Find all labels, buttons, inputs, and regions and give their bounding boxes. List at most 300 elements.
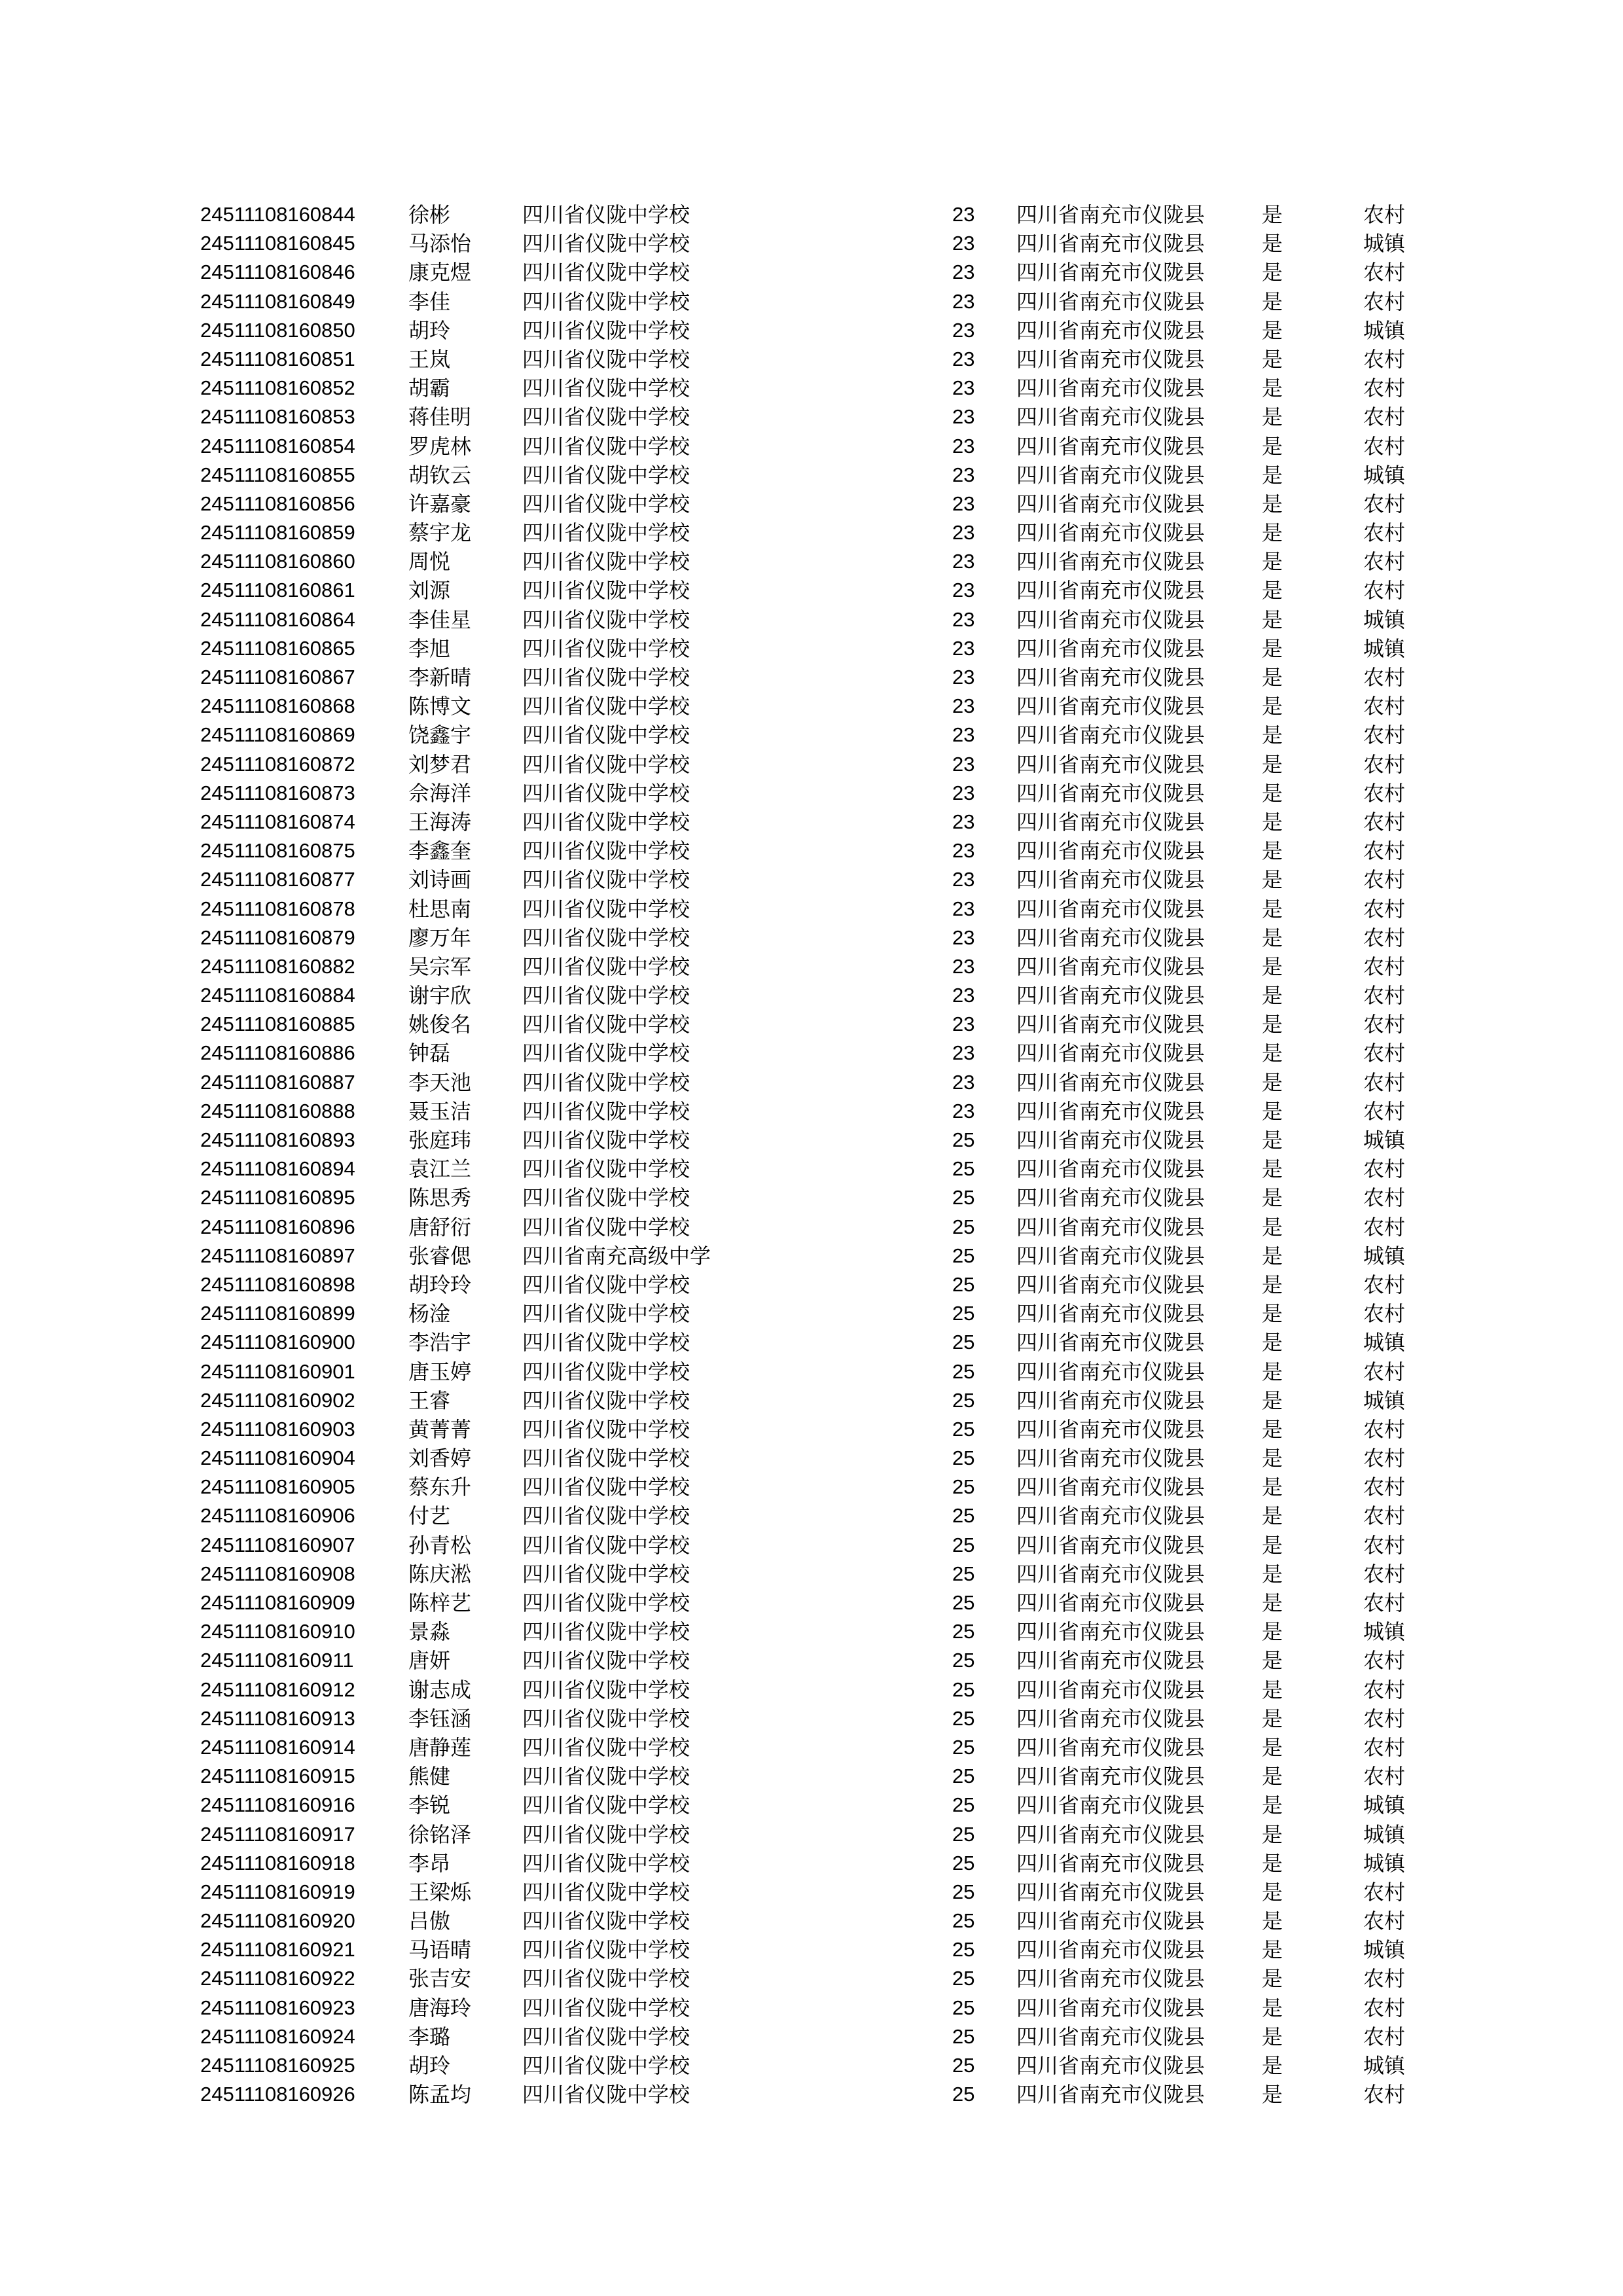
- flag-cell: 是: [1262, 462, 1283, 488]
- flag-cell: 是: [1262, 1850, 1283, 1876]
- exam-number-cell: 24511108160893: [200, 1128, 355, 1151]
- school-cell: 四川省仪陇中学校: [522, 433, 690, 459]
- table-row: [0, 1473, 1623, 1501]
- flag-cell: 是: [1262, 665, 1283, 690]
- location-cell: 四川省南充市仪陇县: [1016, 404, 1205, 430]
- location-cell: 四川省南充市仪陇县: [1016, 1301, 1205, 1327]
- school-cell: 四川省仪陇中学校: [522, 896, 690, 922]
- flag-cell: 是: [1262, 1069, 1283, 1095]
- flag-cell: 是: [1262, 1012, 1283, 1037]
- location-cell: 四川省南充市仪陇县: [1016, 607, 1205, 632]
- table-row: [0, 1907, 1623, 1935]
- code-cell: 25: [952, 1244, 975, 1267]
- school-cell: 四川省仪陇中学校: [522, 636, 690, 661]
- area-type-cell: 农村: [1363, 1185, 1406, 1211]
- student-name-cell: 胡玲玲: [408, 1272, 472, 1297]
- table-row: [0, 1531, 1623, 1560]
- code-cell: 25: [952, 1186, 975, 1210]
- flag-cell: 是: [1262, 2082, 1283, 2108]
- area-type-cell: 农村: [1363, 2024, 1406, 2049]
- area-type-cell: 农村: [1363, 202, 1406, 227]
- area-type-cell: 农村: [1363, 1995, 1406, 2020]
- table-row: [0, 1617, 1623, 1646]
- exam-number-cell: 24511108160924: [200, 2024, 355, 2048]
- code-cell: 23: [952, 636, 975, 660]
- area-type-cell: 农村: [1363, 1561, 1406, 1587]
- exam-number-cell: 24511108160922: [200, 1967, 355, 1990]
- student-name-cell: 景淼: [408, 1619, 451, 1645]
- table-row: [0, 1183, 1623, 1212]
- school-cell: 四川省仪陇中学校: [522, 1475, 690, 1500]
- code-cell: 23: [952, 1041, 975, 1065]
- student-name-cell: 李新晴: [408, 665, 472, 690]
- student-name-cell: 姚俊名: [408, 1012, 472, 1037]
- table-row: [0, 432, 1623, 461]
- code-cell: 23: [952, 694, 975, 718]
- location-cell: 四川省南充市仪陇县: [1016, 1330, 1205, 1355]
- school-cell: 四川省仪陇中学校: [522, 1909, 690, 1934]
- area-type-cell: 农村: [1363, 260, 1406, 285]
- student-name-cell: 胡玲: [408, 317, 451, 343]
- table-row: [0, 779, 1623, 808]
- exam-number-cell: 24511108160874: [200, 810, 355, 833]
- exam-number-cell: 24511108160905: [200, 1475, 355, 1499]
- exam-number-cell: 24511108160869: [200, 723, 355, 747]
- table-row: [0, 316, 1623, 345]
- flag-cell: 是: [1262, 2024, 1283, 2049]
- table-row: [0, 287, 1623, 316]
- exam-number-cell: 24511108160854: [200, 434, 355, 457]
- exam-number-cell: 24511108160865: [200, 636, 355, 660]
- flag-cell: 是: [1262, 520, 1283, 546]
- school-cell: 四川省仪陇中学校: [522, 1388, 690, 1413]
- area-type-cell: 农村: [1363, 1301, 1406, 1327]
- area-type-cell: 农村: [1363, 1157, 1406, 1182]
- code-cell: 23: [952, 260, 975, 284]
- exam-number-cell: 24511108160897: [200, 1244, 355, 1267]
- student-name-cell: 刘源: [408, 578, 451, 603]
- code-cell: 25: [952, 1504, 975, 1528]
- exam-number-cell: 24511108160886: [200, 1041, 355, 1065]
- table-row: [0, 1994, 1623, 2022]
- code-cell: 25: [952, 1851, 975, 1874]
- student-name-cell: 罗虎林: [408, 433, 472, 459]
- location-cell: 四川省南充市仪陇县: [1016, 780, 1205, 806]
- code-cell: 23: [952, 318, 975, 342]
- location-cell: 四川省南充市仪陇县: [1016, 202, 1205, 227]
- school-cell: 四川省仪陇中学校: [522, 462, 690, 488]
- code-cell: 23: [952, 550, 975, 573]
- school-cell: 四川省仪陇中学校: [522, 607, 690, 632]
- flag-cell: 是: [1262, 809, 1283, 834]
- code-cell: 23: [952, 1099, 975, 1122]
- student-name-cell: 刘诗画: [408, 867, 472, 893]
- school-cell: 四川省仪陇中学校: [522, 954, 690, 979]
- flag-cell: 是: [1262, 867, 1283, 893]
- school-cell: 四川省仪陇中学校: [522, 376, 690, 401]
- table-row: [0, 1242, 1623, 1270]
- code-cell: 25: [952, 1446, 975, 1470]
- student-name-cell: 胡钦云: [408, 462, 472, 488]
- area-type-cell: 城镇: [1363, 1937, 1406, 1963]
- area-type-cell: 农村: [1363, 751, 1406, 777]
- area-type-cell: 农村: [1363, 780, 1406, 806]
- flag-cell: 是: [1262, 1416, 1283, 1442]
- exam-number-cell: 24511108160926: [200, 2083, 355, 2106]
- table-row: [0, 836, 1623, 865]
- school-cell: 四川省仪陇中学校: [522, 231, 690, 257]
- flag-cell: 是: [1262, 2053, 1283, 2078]
- student-name-cell: 张吉安: [408, 1966, 472, 1992]
- location-cell: 四川省南充市仪陇县: [1016, 925, 1205, 950]
- exam-number-cell: 24511108160925: [200, 2054, 355, 2077]
- table-row: [0, 1704, 1623, 1733]
- school-cell: 四川省仪陇中学校: [522, 665, 690, 690]
- table-row: [0, 895, 1623, 924]
- table-row: [0, 1068, 1623, 1097]
- exam-number-cell: 24511108160895: [200, 1186, 355, 1210]
- exam-number-cell: 24511108160917: [200, 1822, 355, 1846]
- location-cell: 四川省南充市仪陇县: [1016, 1359, 1205, 1384]
- student-name-cell: 钟磊: [408, 1041, 451, 1066]
- school-cell: 四川省仪陇中学校: [522, 809, 690, 834]
- area-type-cell: 城镇: [1363, 2053, 1406, 2078]
- student-name-cell: 徐铭泽: [408, 1821, 472, 1847]
- table-row: [0, 547, 1623, 576]
- student-name-cell: 杜思南: [408, 896, 472, 922]
- area-type-cell: 农村: [1363, 491, 1406, 516]
- location-cell: 四川省南充市仪陇县: [1016, 1706, 1205, 1731]
- area-type-cell: 城镇: [1363, 1619, 1406, 1645]
- exam-number-cell: 24511108160887: [200, 1070, 355, 1094]
- flag-cell: 是: [1262, 751, 1283, 777]
- school-cell: 四川省仪陇中学校: [522, 1966, 690, 1992]
- area-type-cell: 农村: [1363, 1446, 1406, 1471]
- school-cell: 四川省仪陇中学校: [522, 346, 690, 372]
- code-cell: 23: [952, 289, 975, 313]
- location-cell: 四川省南充市仪陇县: [1016, 1909, 1205, 1934]
- exam-number-cell: 24511108160855: [200, 463, 355, 486]
- flag-cell: 是: [1262, 1272, 1283, 1297]
- table-row: [0, 490, 1623, 518]
- student-name-cell: 马语晴: [408, 1937, 472, 1963]
- location-cell: 四川省南充市仪陇县: [1016, 1069, 1205, 1095]
- student-name-cell: 康克煜: [408, 260, 472, 285]
- student-name-cell: 李锐: [408, 1793, 451, 1818]
- school-cell: 四川省仪陇中学校: [522, 317, 690, 343]
- location-cell: 四川省南充市仪陇县: [1016, 346, 1205, 372]
- exam-number-cell: 24511108160916: [200, 1793, 355, 1817]
- exam-number-cell: 24511108160846: [200, 260, 355, 284]
- area-type-cell: 城镇: [1363, 462, 1406, 488]
- flag-cell: 是: [1262, 1706, 1283, 1731]
- school-cell: 四川省仪陇中学校: [522, 838, 690, 864]
- flag-cell: 是: [1262, 1098, 1283, 1124]
- school-cell: 四川省仪陇中学校: [522, 578, 690, 603]
- code-cell: 25: [952, 1128, 975, 1151]
- code-cell: 23: [952, 954, 975, 978]
- area-type-cell: 城镇: [1363, 1243, 1406, 1268]
- school-cell: 四川省仪陇中学校: [522, 1069, 690, 1095]
- student-name-cell: 陈庆淞: [408, 1561, 472, 1587]
- flag-cell: 是: [1262, 1677, 1283, 1702]
- table-row: [0, 1097, 1623, 1126]
- location-cell: 四川省南充市仪陇县: [1016, 1041, 1205, 1066]
- code-cell: 23: [952, 607, 975, 631]
- code-cell: 25: [952, 1388, 975, 1412]
- exam-number-cell: 24511108160901: [200, 1359, 355, 1383]
- location-cell: 四川省南充市仪陇县: [1016, 549, 1205, 575]
- flag-cell: 是: [1262, 838, 1283, 864]
- exam-number-cell: 24511108160861: [200, 579, 355, 602]
- code-cell: 23: [952, 492, 975, 515]
- flag-cell: 是: [1262, 1966, 1283, 1992]
- school-cell: 四川省仪陇中学校: [522, 1185, 690, 1211]
- exam-number-cell: 24511108160908: [200, 1562, 355, 1585]
- flag-cell: 是: [1262, 1793, 1283, 1818]
- table-row: [0, 1213, 1623, 1242]
- table-row: [0, 1820, 1623, 1849]
- school-cell: 四川省仪陇中学校: [522, 1677, 690, 1702]
- location-cell: 四川省南充市仪陇县: [1016, 1850, 1205, 1876]
- school-cell: 四川省仪陇中学校: [522, 1995, 690, 2020]
- student-name-cell: 李天池: [408, 1069, 472, 1095]
- school-cell: 四川省仪陇中学校: [522, 549, 690, 575]
- table-row: [0, 518, 1623, 547]
- flag-cell: 是: [1262, 404, 1283, 430]
- code-cell: 23: [952, 839, 975, 863]
- student-name-cell: 李鑫奎: [408, 838, 472, 864]
- code-cell: 23: [952, 897, 975, 920]
- location-cell: 四川省南充市仪陇县: [1016, 954, 1205, 979]
- code-cell: 25: [952, 2083, 975, 2106]
- student-name-cell: 饶鑫宇: [408, 723, 472, 748]
- table-row: [0, 2080, 1623, 2109]
- area-type-cell: 城镇: [1363, 1388, 1406, 1413]
- location-cell: 四川省南充市仪陇县: [1016, 520, 1205, 546]
- flag-cell: 是: [1262, 896, 1283, 922]
- flag-cell: 是: [1262, 549, 1283, 575]
- exam-number-cell: 24511108160907: [200, 1533, 355, 1556]
- student-name-cell: 袁江兰: [408, 1157, 472, 1182]
- student-name-cell: 唐玉婷: [408, 1359, 472, 1384]
- flag-cell: 是: [1262, 1937, 1283, 1963]
- exam-number-cell: 24511108160867: [200, 666, 355, 689]
- table-row: [0, 924, 1623, 952]
- table-row: [0, 229, 1623, 258]
- school-cell: 四川省仪陇中学校: [522, 1619, 690, 1645]
- flag-cell: 是: [1262, 376, 1283, 401]
- code-cell: 23: [952, 984, 975, 1007]
- location-cell: 四川省南充市仪陇县: [1016, 1677, 1205, 1702]
- location-cell: 四川省南充市仪陇县: [1016, 462, 1205, 488]
- area-type-cell: 城镇: [1363, 317, 1406, 343]
- table-row: [0, 200, 1623, 229]
- flag-cell: 是: [1262, 1532, 1283, 1558]
- flag-cell: 是: [1262, 954, 1283, 979]
- school-cell: 四川省仪陇中学校: [522, 1330, 690, 1355]
- table-row: [0, 461, 1623, 490]
- table-row: [0, 1588, 1623, 1617]
- exam-number-cell: 24511108160923: [200, 1996, 355, 2019]
- table-row: [0, 1357, 1623, 1386]
- area-type-cell: 城镇: [1363, 1793, 1406, 1818]
- school-cell: 四川省仪陇中学校: [522, 1821, 690, 1847]
- table-row: [0, 1010, 1623, 1039]
- code-cell: 23: [952, 232, 975, 255]
- flag-cell: 是: [1262, 1503, 1283, 1529]
- area-type-cell: 农村: [1363, 723, 1406, 748]
- location-cell: 四川省南充市仪陇县: [1016, 1098, 1205, 1124]
- area-type-cell: 农村: [1363, 838, 1406, 864]
- location-cell: 四川省南充市仪陇县: [1016, 1764, 1205, 1789]
- location-cell: 四川省南充市仪陇县: [1016, 231, 1205, 257]
- table-row: [0, 1386, 1623, 1415]
- flag-cell: 是: [1262, 925, 1283, 950]
- table-row: [0, 1039, 1623, 1067]
- location-cell: 四川省南充市仪陇县: [1016, 1590, 1205, 1615]
- student-name-cell: 李佳星: [408, 607, 472, 632]
- table-row: [0, 576, 1623, 605]
- location-cell: 四川省南充市仪陇县: [1016, 578, 1205, 603]
- area-type-cell: 农村: [1363, 404, 1406, 430]
- school-cell: 四川省仪陇中学校: [522, 1503, 690, 1529]
- area-type-cell: 农村: [1363, 1272, 1406, 1297]
- exam-number-cell: 24511108160859: [200, 521, 355, 545]
- area-type-cell: 农村: [1363, 1012, 1406, 1037]
- flag-cell: 是: [1262, 983, 1283, 1009]
- exam-number-cell: 24511108160919: [200, 1880, 355, 1903]
- flag-cell: 是: [1262, 1995, 1283, 2020]
- area-type-cell: 农村: [1363, 1041, 1406, 1066]
- code-cell: 25: [952, 1706, 975, 1730]
- table-row: [0, 1849, 1623, 1878]
- location-cell: 四川省南充市仪陇县: [1016, 2024, 1205, 2049]
- code-cell: 23: [952, 579, 975, 602]
- school-cell: 四川省仪陇中学校: [522, 925, 690, 950]
- location-cell: 四川省南充市仪陇县: [1016, 1821, 1205, 1847]
- student-name-cell: 黄菁菁: [408, 1416, 472, 1442]
- code-cell: 25: [952, 1735, 975, 1759]
- location-cell: 四川省南充市仪陇县: [1016, 723, 1205, 748]
- area-type-cell: 农村: [1363, 867, 1406, 893]
- location-cell: 四川省南充市仪陇县: [1016, 1793, 1205, 1818]
- location-cell: 四川省南充市仪陇县: [1016, 1561, 1205, 1587]
- student-name-cell: 孙青松: [408, 1532, 472, 1558]
- flag-cell: 是: [1262, 1475, 1283, 1500]
- table-row: [0, 981, 1623, 1010]
- area-type-cell: 农村: [1363, 1503, 1406, 1529]
- flag-cell: 是: [1262, 1879, 1283, 1905]
- exam-number-cell: 24511108160904: [200, 1446, 355, 1470]
- student-name-cell: 胡霸: [408, 376, 451, 401]
- code-cell: 25: [952, 1996, 975, 2019]
- school-cell: 四川省仪陇中学校: [522, 1793, 690, 1818]
- student-name-cell: 周悦: [408, 549, 451, 575]
- location-cell: 四川省南充市仪陇县: [1016, 1446, 1205, 1471]
- exam-number-cell: 24511108160852: [200, 376, 355, 400]
- table-row: [0, 1415, 1623, 1444]
- flag-cell: 是: [1262, 289, 1283, 314]
- exam-number-cell: 24511108160896: [200, 1215, 355, 1238]
- school-cell: 四川省仪陇中学校: [522, 1301, 690, 1327]
- student-name-cell: 谢志成: [408, 1677, 472, 1702]
- code-cell: 25: [952, 1822, 975, 1846]
- location-cell: 四川省南充市仪陇县: [1016, 2053, 1205, 2078]
- student-name-cell: 徐彬: [408, 202, 451, 227]
- table-row: [0, 1646, 1623, 1675]
- table-row: [0, 1878, 1623, 1907]
- code-cell: 25: [952, 1938, 975, 1962]
- school-cell: 四川省仪陇中学校: [522, 1850, 690, 1876]
- table-row: [0, 865, 1623, 894]
- school-cell: 四川省仪陇中学校: [522, 1359, 690, 1384]
- flag-cell: 是: [1262, 260, 1283, 285]
- table-row: [0, 1501, 1623, 1530]
- table-row: [0, 374, 1623, 403]
- code-cell: 23: [952, 925, 975, 949]
- table-row: [0, 1762, 1623, 1791]
- flag-cell: 是: [1262, 1128, 1283, 1153]
- area-type-cell: 农村: [1363, 1909, 1406, 1934]
- school-cell: 四川省仪陇中学校: [522, 2053, 690, 2078]
- area-type-cell: 农村: [1363, 1532, 1406, 1558]
- exam-number-cell: 24511108160868: [200, 694, 355, 718]
- exam-number-cell: 24511108160850: [200, 318, 355, 342]
- exam-number-cell: 24511108160885: [200, 1013, 355, 1036]
- location-cell: 四川省南充市仪陇县: [1016, 896, 1205, 922]
- student-name-cell: 刘香婷: [408, 1446, 472, 1471]
- exam-number-cell: 24511108160882: [200, 954, 355, 978]
- exam-number-cell: 24511108160912: [200, 1677, 355, 1701]
- code-cell: 23: [952, 434, 975, 457]
- area-type-cell: 农村: [1363, 346, 1406, 372]
- location-cell: 四川省南充市仪陇县: [1016, 433, 1205, 459]
- school-cell: 四川省仪陇中学校: [522, 983, 690, 1009]
- location-cell: 四川省南充市仪陇县: [1016, 317, 1205, 343]
- exam-number-cell: 24511108160899: [200, 1302, 355, 1325]
- student-name-cell: 陈孟均: [408, 2082, 472, 2108]
- code-cell: 25: [952, 1620, 975, 1643]
- exam-number-cell: 24511108160878: [200, 897, 355, 920]
- exam-number-cell: 24511108160903: [200, 1417, 355, 1441]
- table-row: [0, 403, 1623, 431]
- code-cell: 25: [952, 1880, 975, 1903]
- table-row: [0, 721, 1623, 749]
- exam-number-cell: 24511108160920: [200, 1909, 355, 1933]
- area-type-cell: 农村: [1363, 983, 1406, 1009]
- flag-cell: 是: [1262, 1648, 1283, 1674]
- location-cell: 四川省南充市仪陇县: [1016, 1648, 1205, 1674]
- exam-number-cell: 24511108160873: [200, 781, 355, 804]
- school-cell: 四川省仪陇中学校: [522, 1561, 690, 1587]
- flag-cell: 是: [1262, 1590, 1283, 1615]
- exam-number-cell: 24511108160914: [200, 1735, 355, 1759]
- location-cell: 四川省南充市仪陇县: [1016, 1619, 1205, 1645]
- student-name-cell: 蒋佳明: [408, 404, 472, 430]
- school-cell: 四川省仪陇中学校: [522, 260, 690, 285]
- table-row: [0, 2022, 1623, 2051]
- area-type-cell: 农村: [1363, 1416, 1406, 1442]
- table-row: [0, 345, 1623, 374]
- school-cell: 四川省仪陇中学校: [522, 1098, 690, 1124]
- code-cell: 23: [952, 203, 975, 226]
- area-type-cell: 农村: [1363, 925, 1406, 950]
- flag-cell: 是: [1262, 202, 1283, 227]
- code-cell: 23: [952, 666, 975, 689]
- code-cell: 23: [952, 781, 975, 804]
- student-name-cell: 唐静莲: [408, 1734, 472, 1760]
